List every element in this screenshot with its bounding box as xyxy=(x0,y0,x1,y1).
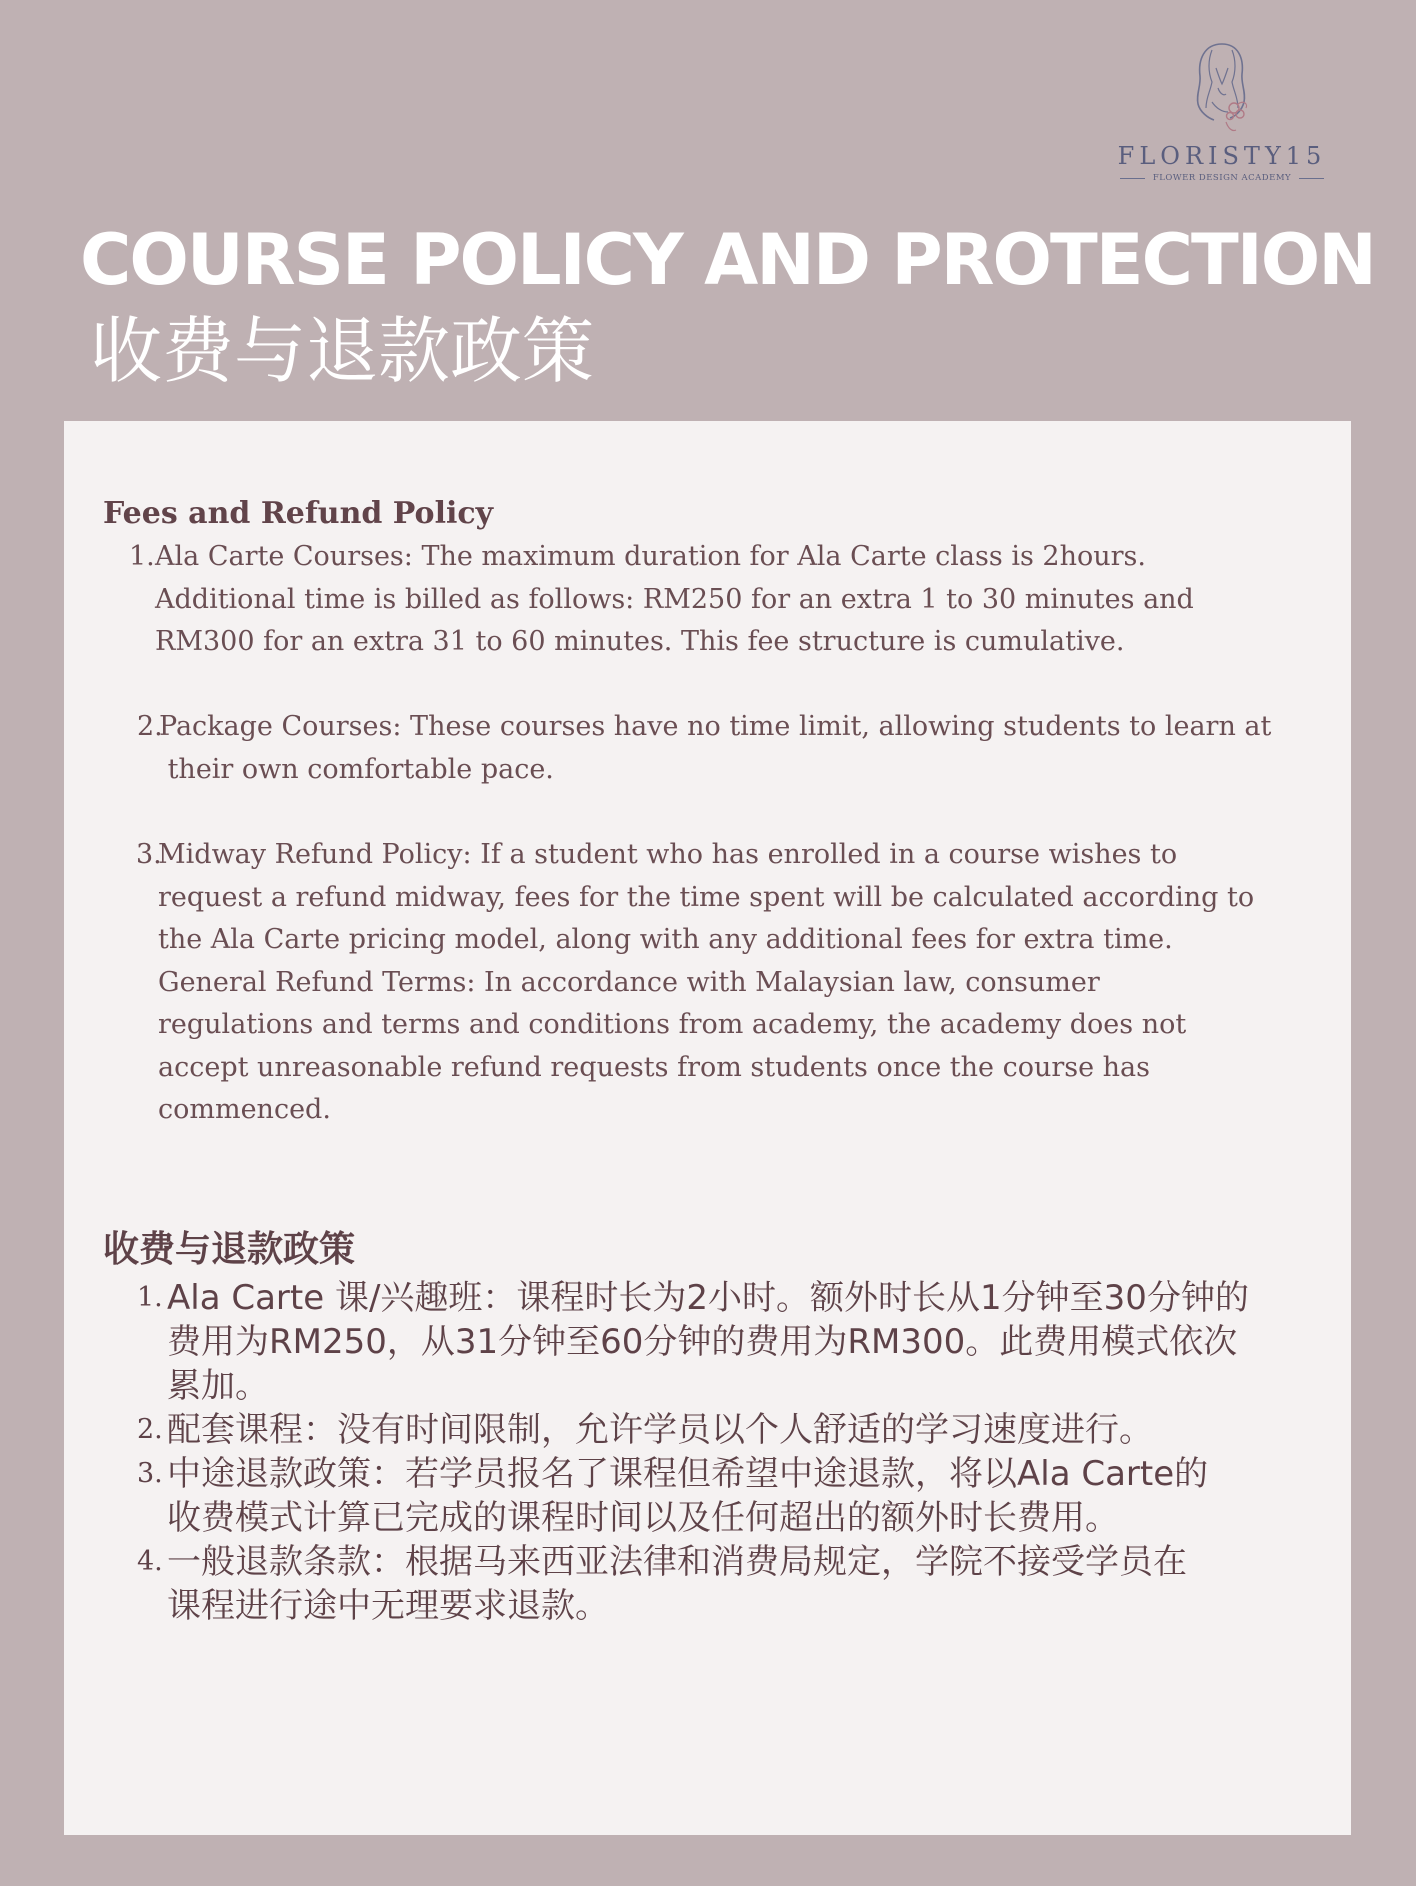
page-subtitle: 收费与退款政策 xyxy=(90,309,595,393)
list-item-line: Ala Carte Courses: The maximum duration for Ala Carte class is 2hours. xyxy=(155,541,1146,572)
divider xyxy=(1120,178,1145,179)
list-item xyxy=(137,706,1272,791)
list-item-line: regulations and terms and conditions from academy, the academy does not xyxy=(158,1009,1187,1040)
list-item xyxy=(136,834,1255,1132)
list-number: 1. xyxy=(129,541,155,572)
list-item-line: 费用为RM250，从31分钟至60分钟的费用为RM300。此费用模式依次 xyxy=(167,1322,1238,1362)
list-item-line: commenced. xyxy=(158,1094,331,1125)
list-item-line: 课程进行途中无理要求退款。 xyxy=(167,1586,609,1626)
floral-woman-icon xyxy=(1182,38,1262,138)
list-item-line: 中途退款政策：若学员报名了课程但希望中途退款，将以Ala Carte的 xyxy=(167,1454,1209,1494)
list-item xyxy=(137,1452,1209,1540)
page-title: COURSE POLICY AND PROTECTION xyxy=(80,219,1375,301)
list-item-line: 累加。 xyxy=(167,1366,269,1406)
logo-tagline-row xyxy=(1112,173,1332,183)
list-number: 2. xyxy=(137,711,163,742)
logo-tagline: FLOWER DESIGN ACADEMY xyxy=(1152,173,1292,183)
list-item-line: their own comfortable pace. xyxy=(159,753,554,785)
logo-name: FLORISTY15 xyxy=(1117,142,1327,170)
list-number: 3. xyxy=(136,839,162,870)
list-item xyxy=(137,1276,1249,1408)
list-item xyxy=(137,1540,1187,1628)
list-item xyxy=(137,1408,1153,1452)
divider xyxy=(1299,178,1324,179)
list-item-line: RM300 for an extra 31 to 60 minutes. This fee structure is cumulative. xyxy=(155,626,1125,657)
list-item-line: 一般退款条款：根据马来西亚法律和消费局规定，学院不接受学员在 xyxy=(167,1542,1187,1582)
list-item-line: Midway Refund Policy: If a student who has enrolled in a course wishes to xyxy=(158,839,1178,870)
list-item-line: 配套课程：没有时间限制，允许学员以个人舒适的学习速度进行。 xyxy=(167,1410,1153,1450)
list-item-line: 收费模式计算已完成的课程时间以及任何超出的额外时长费用。 xyxy=(167,1498,1119,1538)
list-item-line: accept unreasonable refund requests from students once the course has xyxy=(158,1051,1151,1083)
list-item-line: the Ala Carte pricing model, along with any additional fees for extra time. xyxy=(158,924,1173,955)
list-item-line: request a refund midway, fees for the time spent will be calculated according to xyxy=(158,881,1255,913)
list-number: 2. xyxy=(137,1414,163,1445)
academy-logo xyxy=(1112,38,1332,188)
list-item-line: General Refund Terms: In accordance with Malaysian law, consumer xyxy=(158,966,1100,998)
list-item-line: Additional time is billed as follows: RM250 for an extra 1 to 30 minutes and xyxy=(155,583,1194,615)
list-item-line: Ala Carte 课/兴趣班：课程时长为2小时。额外时长从1分钟至30分钟的 xyxy=(167,1278,1249,1318)
list-item-line: Package Courses: These courses have no time limit, allowing students to learn at xyxy=(159,711,1272,742)
list-number: 3. xyxy=(137,1458,163,1489)
english-section-heading: Fees and Refund Policy xyxy=(103,496,494,531)
list-number: 1. xyxy=(137,1282,163,1313)
list-number: 4. xyxy=(137,1546,163,1577)
list-item xyxy=(129,536,1194,664)
chinese-section-heading: 收费与退款政策 xyxy=(103,1229,356,1270)
